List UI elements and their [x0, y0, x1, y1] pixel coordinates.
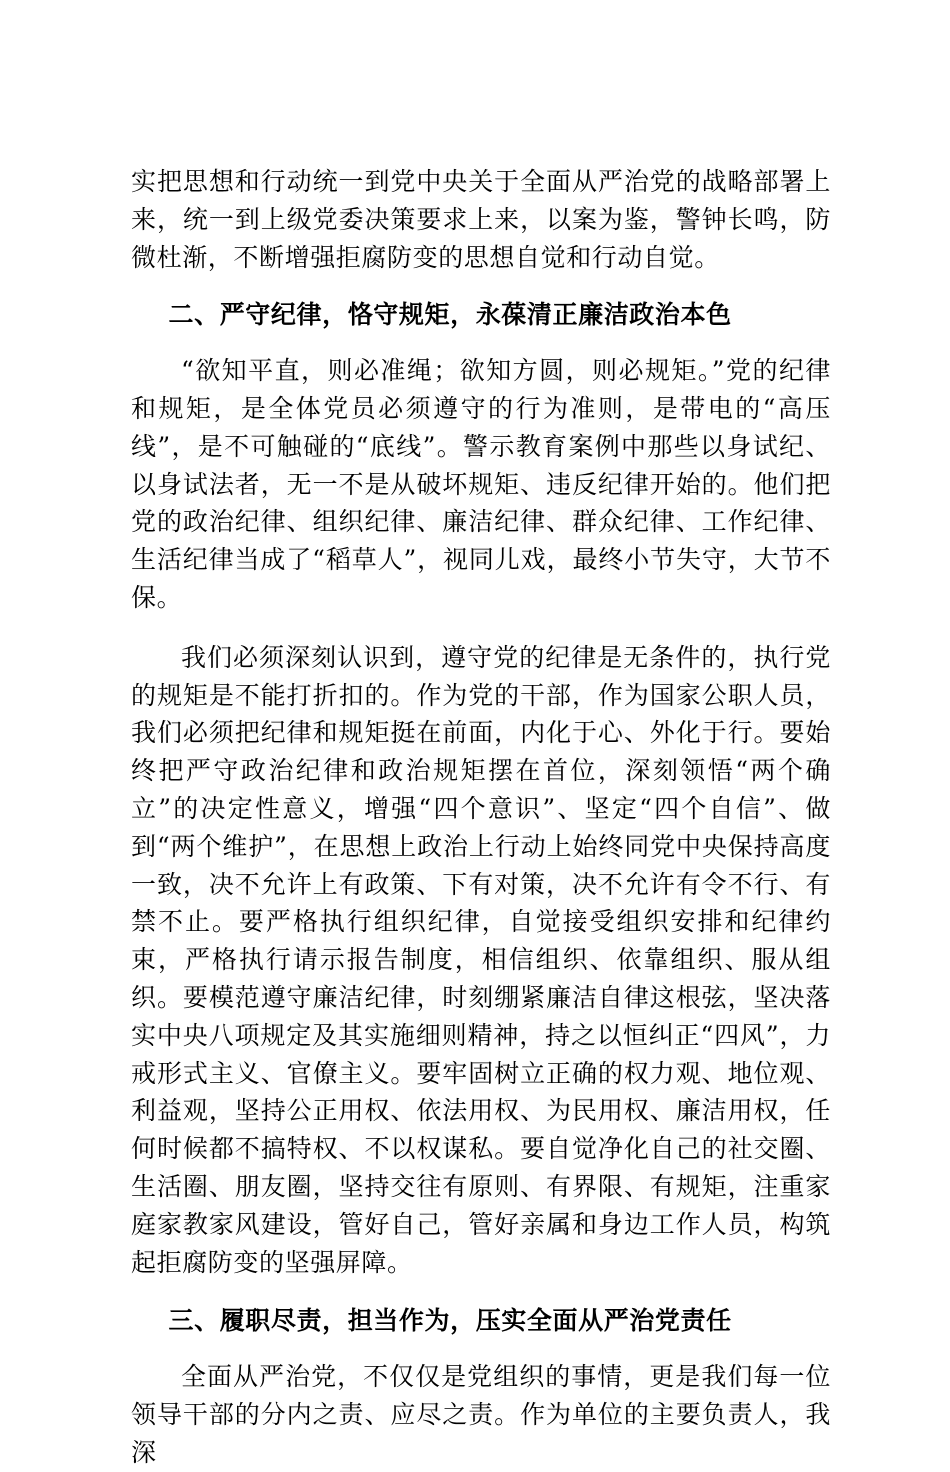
paragraph-discipline: 我们必须深刻认识到，遵守党的纪律是无条件的，执行党的规矩是不能打折扣的。作为党的干部，作为国家公职人员，我们必须把纪律和规矩挺在前面，内化于心、外化于行。要始终把严守政治纪律和政治规矩摆在首位，深刻领悟“两个确立”的决定性意义，增强“四个意识”、坚定“四个自信”、做到“两个维护”，在思想上政治上行动上始终同党中央保持高度一致，决不允许上有政策、下有对策，决不允许有令不行、有禁不止。要严格执行组织纪律，自觉接受组织安排和纪律约束，严格执行请示报告制度，相信组织、依靠组织、服从组织。要模范遵守廉洁纪律，时刻绷紧廉洁自律这根弦，坚决落实中央八项规定及其实施细则精神，持之以恒纠正“四风”，力戒形式主义、官僚主义。要牢固树立正确的权力观、地位观、利益观，坚持公正用权、依法用权、为民用权、廉洁用权，任何时候都不搞特权、不以权谋私。要自觉净化自己的社交圈、生活圈、朋友圈，坚持交往有原则、有界限、有规矩，注重家庭家教家风建设，管好自己，管好亲属和身边工作人员，构筑起拒腐防变的坚强屏障。: [131, 642, 831, 1277]
paragraph-continuation: 实把思想和行动统一到党中央关于全面从严治党的战略部署上来，统一到上级党委决策要求上来，以案为鉴，警钟长鸣，防微杜渐，不断增强拒腐防变的思想自觉和行动自觉。: [131, 167, 831, 272]
paragraph-responsibility: 全面从严治党，不仅仅是党组织的事情，更是我们每一位领导干部的分内之责、应尽之责。作为单位的主要负责人，我深: [131, 1362, 831, 1467]
document-body: [131, 163, 831, 1472]
paragraph-quote: “欲知平直，则必准绳；欲知方圆，则必规矩。”党的纪律和规矩，是全体党员必须遵守的行为准则，是带电的“高压线”，是不可触碰的“底线”。警示教育案例中那些以身试纪、以身试法者，无一不是从破坏规矩、违反纪律开始的。他们把党的政治纪律、组织纪律、廉洁纪律、群众纪律、工作纪律、生活纪律当成了“稻草人”，视同儿戏，最终小节失守，大节不保。: [131, 356, 831, 612]
section-heading-2: 二、严守纪律，恪守规矩，永葆清正廉洁政治本色: [168, 300, 732, 330]
section-heading-3: 三、履职尽责，担当作为，压实全面从严治党责任: [168, 1306, 732, 1336]
